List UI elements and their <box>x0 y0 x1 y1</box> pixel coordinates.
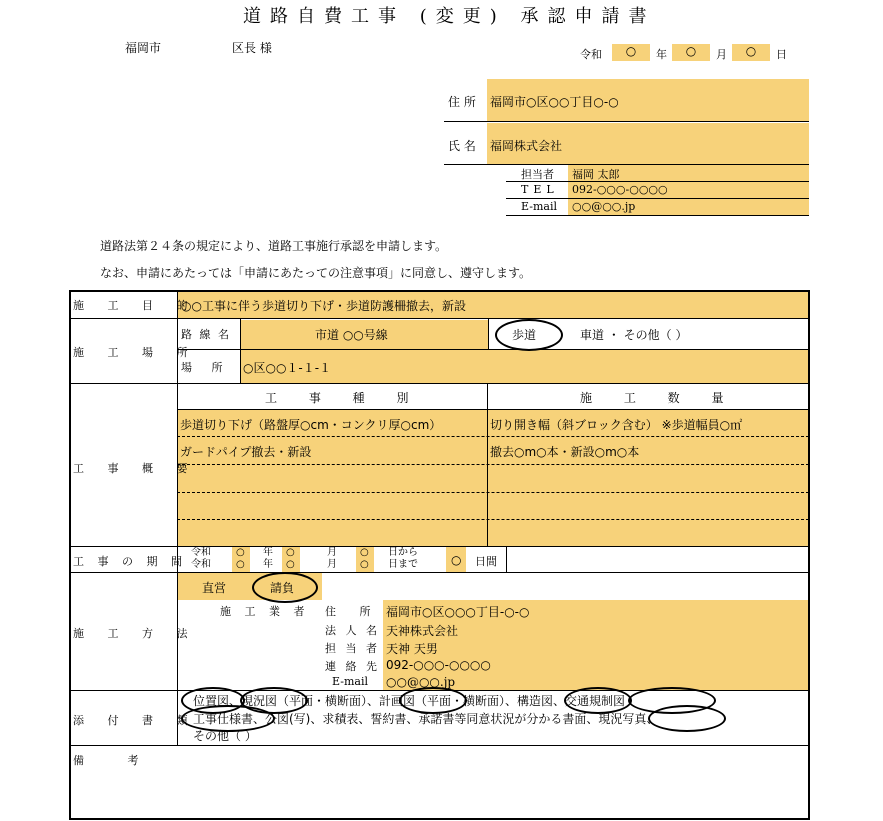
location-label: 施 工 場 所 <box>73 346 198 359</box>
tel-label: TEL <box>521 183 559 196</box>
period-from-era: 令和 <box>191 547 211 558</box>
period-days-label: 日間 <box>475 555 497 568</box>
table-bottom-border <box>69 818 810 820</box>
period-to-year[interactable]: ○ <box>236 559 245 570</box>
period-label: 工 事 の 期 間 <box>73 555 187 568</box>
summary-col-divider <box>487 384 488 546</box>
contractor-email-field[interactable]: ○○@○○.jp <box>386 675 456 689</box>
contractor-address-label: 住 所 <box>325 605 381 618</box>
place-field[interactable]: ○区○○１-１-１ <box>243 361 332 375</box>
applicant-address-underline <box>444 121 809 122</box>
summary-qty-1[interactable]: 切り開き幅（斜ブロック含む） ※歩道幅員○㎡ <box>490 418 743 432</box>
date-era: 令和 <box>580 48 602 61</box>
summary-dash-1 <box>177 436 809 437</box>
contractor-address-field[interactable]: 福岡市○区○○○丁目-○-○ <box>386 605 530 619</box>
period-to-day-label: 日まで <box>388 559 418 570</box>
summary-dash-4 <box>177 519 809 520</box>
route-label: 路 線 名 <box>181 328 231 341</box>
circle-photos <box>648 705 726 732</box>
period-to-day[interactable]: ○ <box>360 559 369 570</box>
summary-dash-2 <box>177 464 809 465</box>
date-day-value[interactable]: ○ <box>732 44 770 61</box>
row-line-period <box>69 572 810 573</box>
place-label: 場 所 <box>181 361 231 374</box>
period-to-month-label: 月 <box>327 559 337 570</box>
period-to-year-label: 年 <box>263 559 273 570</box>
contact-person-field[interactable]: 福岡 太郎 <box>572 168 620 181</box>
summary-label: 工 事 概 要 <box>73 462 198 475</box>
contact-person-label: 担当者 <box>521 168 554 181</box>
method-option-contract[interactable]: 請負 <box>270 581 295 595</box>
period-days-value[interactable]: ○ <box>451 553 462 567</box>
date-year-value[interactable]: ○ <box>612 44 650 61</box>
row-line-purpose <box>69 318 810 319</box>
contract-selected-circle <box>252 572 318 603</box>
contractor-contact-field[interactable]: 092-○○○-○○○○ <box>386 658 491 672</box>
row-line-summary <box>69 546 810 547</box>
remarks-label: 備 考 <box>73 754 159 767</box>
method-option-direct[interactable]: 直営 <box>202 581 227 595</box>
circle-structure-map <box>564 687 632 714</box>
email-field[interactable]: ○○@○○.jp <box>572 200 636 213</box>
period-right-divider <box>506 546 507 573</box>
contact-row-line <box>506 181 809 182</box>
period-to-era: 令和 <box>191 559 211 570</box>
circle-plan-map <box>399 687 467 714</box>
applicant-name-label: 氏 名 <box>448 139 476 153</box>
period-from-day[interactable]: ○ <box>360 547 369 558</box>
tel-field[interactable]: 092-○○○-○○○○ <box>572 183 668 196</box>
row-line-summary-header <box>177 409 810 410</box>
summary-type-1[interactable]: 歩道切り下げ（路盤厚○cm・コンクリ厚○cm） <box>180 418 442 432</box>
summary-qty-2[interactable]: 撤去○m○本・新設○m○本 <box>490 445 640 459</box>
date-day-label: 日 <box>776 48 787 61</box>
row-line-location <box>69 383 810 384</box>
purpose-label: 施 工 目 的 <box>73 299 198 312</box>
road-type-sidewalk[interactable]: 歩道 <box>512 328 537 342</box>
location-sub-divider <box>240 319 241 383</box>
row-line-route <box>177 349 810 350</box>
period-to-month[interactable]: ○ <box>286 559 295 570</box>
period-from-year-label: 年 <box>263 547 273 558</box>
applicant-name-field[interactable]: 福岡株式会社 <box>490 139 563 153</box>
date-year-label: 年 <box>656 48 667 61</box>
table-left-border <box>69 290 71 820</box>
sidewalk-selected-circle <box>495 319 563 351</box>
summary-qty-header: 施 工 数 量 <box>580 391 738 405</box>
period-from-month[interactable]: ○ <box>286 547 295 558</box>
period-from-month-label: 月 <box>327 547 337 558</box>
contractor-label: 施 工 業 者 <box>220 605 310 618</box>
attachments-line-2: 工事仕様書、公図(写)、求積表、誓約書、承諾書等同意状況が分かる書面、現況写真、 <box>193 712 659 726</box>
intro-line-1: 道路法第２４条の規定により、道路工事施行承認を申請します。 <box>100 239 448 253</box>
summary-type-header: 工 事 種 別 <box>265 391 423 405</box>
attachments-line-3: その他（ ） <box>193 729 257 743</box>
contractor-email-label: E-mail <box>332 675 368 688</box>
route-field[interactable]: 市道 ○○号線 <box>315 328 388 342</box>
attachments-label: 添 付 書 類 <box>73 714 198 727</box>
date-month-label: 月 <box>716 48 727 61</box>
method-label: 施 工 方 法 <box>73 627 198 640</box>
page-title: 道路自費工事 (変更) 承認申請書 <box>243 6 656 27</box>
attachments-line-1: 位置図、現況図（平面・横断面）、計画図（平面・横断面）、構造図、交通規制図 <box>193 694 626 708</box>
contractor-contact-label: 連 絡 先 <box>325 660 380 673</box>
summary-dash-3 <box>177 492 809 493</box>
contractor-corp-label: 法 人 名 <box>325 624 380 637</box>
contractor-person-label: 担 当 者 <box>325 642 380 655</box>
remarks-field[interactable] <box>181 752 801 812</box>
contractor-corp-field[interactable]: 天神株式会社 <box>386 624 459 638</box>
row-line-attachments <box>69 745 810 746</box>
email-label: E-mail <box>521 200 557 213</box>
applicant-address-field[interactable]: 福岡市○区○○丁目○-○ <box>490 95 619 109</box>
table-top-border <box>69 290 810 292</box>
circle-spec-sheet <box>181 705 275 732</box>
addressee-chief: 区長 様 <box>232 41 272 55</box>
period-from-year[interactable]: ○ <box>236 547 245 558</box>
contractor-person-field[interactable]: 天神 天男 <box>386 642 438 656</box>
addressee-city: 福岡市 <box>125 41 162 55</box>
purpose-field[interactable]: ○○工事に伴う歩道切り下げ・歩道防護柵撤去，新設 <box>181 299 466 313</box>
applicant-address-label: 住 所 <box>448 95 476 109</box>
date-month-value[interactable]: ○ <box>672 44 710 61</box>
email-row-line <box>506 215 809 216</box>
intro-line-2: なお、申請にあたっては「申請にあたっての注意事項」に同意し、遵守します。 <box>100 266 532 280</box>
period-from-day-label: 日から <box>388 547 418 558</box>
summary-type-2[interactable]: ガードパイプ撤去・新設 <box>180 445 312 459</box>
road-type-other[interactable]: 車道 ・ その他（ ） <box>580 328 688 342</box>
table-right-border <box>808 290 810 820</box>
tel-row-line <box>506 198 809 199</box>
route-type-divider <box>488 319 489 350</box>
